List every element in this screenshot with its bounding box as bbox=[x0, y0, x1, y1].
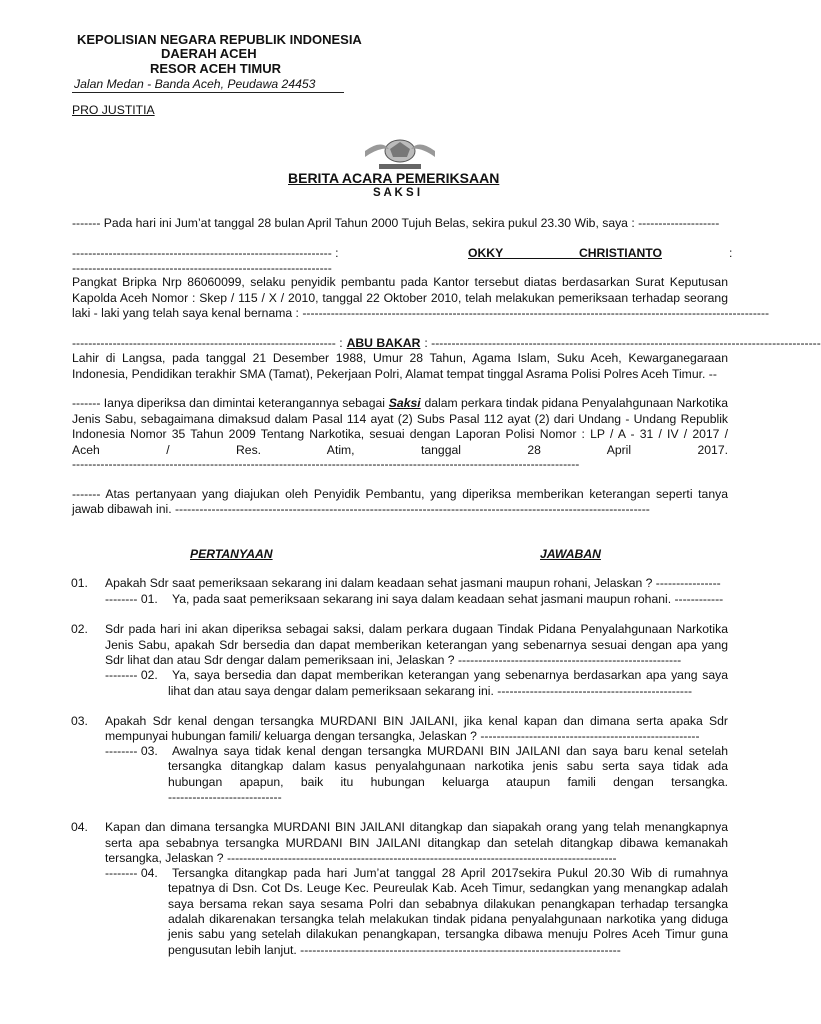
question-number: 04. bbox=[71, 820, 88, 834]
police-emblem-icon bbox=[363, 137, 437, 173]
question-column-header: PERTANYAAN bbox=[190, 547, 273, 561]
answer-text: Ya, saya bersedia dan dapat memberikan keterangan yang sebenarnya berdasarkan apa yang saya bbox=[172, 668, 728, 682]
question-text: Kapan dan dimana tersangka MURDANI BIN JAILANI ditangkap dan siapakah orang yang telah menangkapnya bbox=[105, 820, 728, 834]
investigator-dashes: ---------------------------------------------------------------- bbox=[72, 261, 332, 275]
answer-text: adalah dikarenakan tersangka telah melakukan tindak pidana penyalahgunaan narkotika yang diduga bbox=[168, 912, 728, 926]
document-title: BERITA ACARA PEMERIKSAAN bbox=[288, 170, 500, 186]
witness-trailing-dashes: : ------------------------------------------------------------------------------------------------ bbox=[424, 336, 821, 350]
question-text: Sdr lihat dan atau Sdr dengar dalam pemeriksaan ini, Jelaskan ? ------------------------------------------------------- bbox=[105, 653, 682, 667]
case-closing-dashes: ----------------------------------------------------------------------------------------------------------------------------- bbox=[72, 457, 580, 471]
question-number: 01. bbox=[71, 576, 88, 590]
answer-text: Tersangka ditangkap pada hari Jum’at tanggal 28 April 2017sekira Pukul 20.30 Wib di rumahnya bbox=[172, 866, 728, 880]
case-text-end: dalam perkara tindak pidana Penyalahgunaan Narkotika bbox=[424, 396, 728, 410]
question-text: Apakah Sdr kenal dengan tersangka MURDANI BIN JAILANI, jika kenal kapan dan dimana serta apaka Sdr bbox=[105, 714, 728, 728]
authority-text-line: Pangkat Bripka Nrp 86060099, selaku penyidik pembantu pada Kantor tersebut diatas berdasarkan Surat Keputusan bbox=[72, 275, 728, 289]
answer-number: -------- 04. bbox=[105, 866, 158, 880]
case-text-line: Indonesia Nomor 35 Tahun 2009 Tentang Narkotika, sesuai dengan Laporan Polisi Nomor : LP / A - 31 / IV / 2017 / bbox=[72, 427, 728, 441]
answer-text: saya bersama rekan saya sesama Polri dan sebabnya dilakukan penangkapan terhadap tersangka bbox=[168, 897, 728, 911]
answer-text: jenis sabu yang setelah dilakukan penangkapan, tersangka dibawa menuju Polres Aceh Timur guna bbox=[168, 927, 728, 941]
qa-intro-line: jawab dibawah ini. --------------------------------------------------------------------------------------------------------------------- bbox=[72, 502, 650, 516]
answer-number: -------- 03. bbox=[105, 744, 158, 758]
address-underline bbox=[72, 92, 344, 93]
answer-column-header: JAWABAN bbox=[540, 547, 601, 561]
answer-text: pengusutan lebih lanjut. ------------------------------------------------------------------------------- bbox=[168, 943, 621, 957]
question-text: tersangka, Jelaskan ? ------------------------------------------------------------------------------------------------ bbox=[105, 851, 617, 865]
witness-role-emphasis: Saksi bbox=[388, 396, 421, 410]
answer-text: ---------------------------- bbox=[168, 790, 282, 804]
witness-name: ABU BAKAR bbox=[346, 336, 421, 350]
investigator-name: OKKY CHRISTIANTO bbox=[468, 246, 662, 260]
answer-number: -------- 02. bbox=[105, 668, 158, 682]
question-text: mempunyai hubungan famili/ keluarga dengan tersangka, Jelaskan ? ------------------------------------------------------ bbox=[105, 729, 700, 743]
question-text: Jenis Sabu, apakah Sdr bersedia dan dapat memberikan keterangan yang sebenarnya sesuai dengan apa yang bbox=[105, 638, 728, 652]
witness-identity-line: Indonesia, Pendidikan terakhir SMA (Tamat), Pekerjaan Polri, Alamat tempat tinggal Asrama Polisi Polres Aceh Timur. -- bbox=[72, 367, 717, 381]
case-text-line bbox=[72, 396, 728, 412]
answer-text: lihat dan atau saya dengar dalam pemeriksaan sekarang ini. ------------------------------------------------ bbox=[168, 684, 693, 698]
document-subtitle: S A K S I bbox=[373, 187, 421, 199]
case-text-line: Jenis Sabu, sebagaimana dimaksud dalam Pasal 114 ayat (2) Subs Pasal 112 ayat (2) dari Undang - Undang Republik bbox=[72, 412, 728, 426]
witness-lead-dashes: ----------------------------------------------------------------- : bbox=[72, 336, 343, 350]
resort-name: RESOR ACEH TIMUR bbox=[150, 61, 281, 76]
question-text: Apakah Sdr saat pemeriksaan sekarang ini dalam keadaan sehat jasmani maupun rohani, Jelaskan ? ---------------- bbox=[105, 576, 721, 590]
intro-paragraph: ------- Pada hari ini Jum’at tanggal 28 bulan April Tahun 2000 Tujuh Belas, sekira pukul 23.30 Wib, saya : -------------------- bbox=[72, 216, 720, 230]
answer-text: tersangka ditangkap dalam kasus penyalahgunaan narkotika jenis sabu serta saya tidak ada bbox=[168, 759, 728, 773]
authority-text-line: laki - laki yang telah saya kenal bernama : ------------------------------------------------------------------------------------------------------------------- bbox=[72, 306, 770, 320]
question-text: serta apa sebabnya tersangka MURDANI BIN JAILANI ditangkap dan setelah ditangkap dibawa kemanakah bbox=[105, 836, 728, 850]
answer-text: tepatnya di Dsn. Cot Ds. Leuge Kec. Peureulak Kab. Aceh Timur, sedangkan yang menangkap adalah bbox=[168, 881, 728, 895]
answer-number: -------- 01. bbox=[105, 592, 158, 606]
office-address: Jalan Medan - Banda Aceh, Peudawa 24453 bbox=[74, 77, 316, 91]
question-text: Sdr pada hari ini akan diperiksa sebagai saksi, dalam perkara dugaan Tindak Pidana Penyalahgunaan Narkotika bbox=[105, 622, 728, 636]
answer-text: hubungan apapun, baik itu hubungan keluarga ataupun famili dengan tersangka. bbox=[168, 775, 728, 789]
answer-text: Ya, pada saat pemeriksaan sekarang ini saya dalam keadaan sehat jasmani maupun rohani. ------------ bbox=[172, 592, 724, 606]
case-text-start: ------- Ianya diperiksa dan dimintai keterangannya sebagai bbox=[72, 396, 385, 410]
question-number: 03. bbox=[71, 714, 88, 728]
answer-text: Awalnya saya tidak kenal dengan tersangka MURDANI BIN JAILANI dan saya baru kenal setelah bbox=[172, 744, 728, 758]
pro-justitia-label: PRO JUSTITIA bbox=[72, 103, 155, 117]
witness-line bbox=[72, 336, 821, 352]
case-text-line: Aceh / Res. Atim, tanggal 28 April 2017. bbox=[72, 443, 728, 457]
authority-text-line: Kapolda Aceh Nomor : Skep / 115 / X / 2010, tanggal 22 Oktober 2010, telah melakukan pemeriksaan terhadap seorang bbox=[72, 291, 728, 305]
institution-name: KEPOLISIAN NEGARA REPUBLIK INDONESIA bbox=[77, 32, 362, 47]
witness-identity-line: Lahir di Langsa, pada tanggal 21 Desember 1988, Umur 28 Tahun, Agama Islam, Suku Aceh, Kewarganegaraan bbox=[72, 351, 728, 365]
qa-intro-line: ------- Atas pertanyaan yang diajukan oleh Penyidik Pembantu, yang diperiksa memberikan keterangan seperti tanya bbox=[72, 487, 728, 501]
question-number: 02. bbox=[71, 622, 88, 636]
investigator-colon: : bbox=[729, 246, 733, 260]
region-name: DAERAH ACEH bbox=[161, 46, 257, 61]
investigator-lead-dashes: ---------------------------------------------------------------- : bbox=[72, 246, 339, 260]
